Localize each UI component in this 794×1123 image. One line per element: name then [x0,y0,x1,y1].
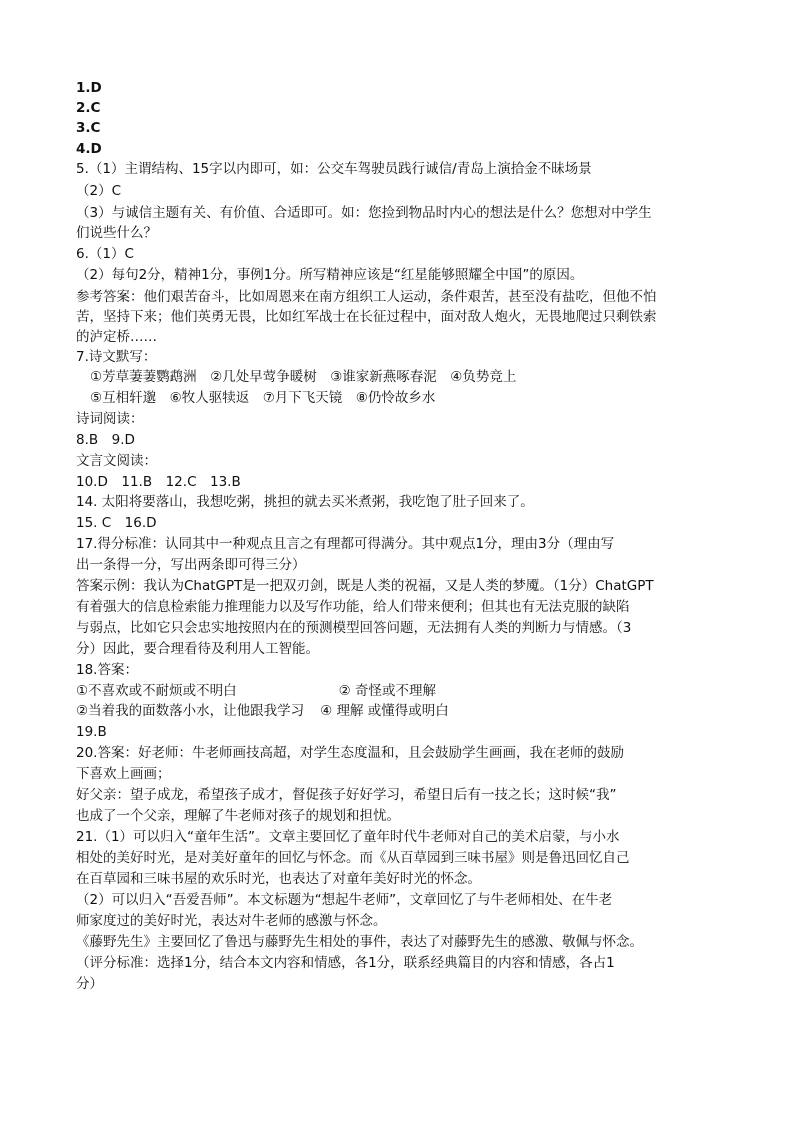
answer-line: 18.答案： [76,662,138,678]
answer-line [76,681,716,701]
answer-line: 4.D [76,141,102,157]
answer-line: 相处的美好时光，是对美好童年的回忆与怀念。而《从百草园到三味书屋》则是鲁迅回忆自己 [76,850,630,866]
answer-line: 3.C [76,120,101,136]
answer-line: 苦，坚持下来；他们英勇无畏，比如红军战士在长征过程中，面对敌人炮火，无畏地爬过只剩铁索 [76,309,657,325]
poem-line: ①芳草萋萋鹦鹉洲 ②几处早莺争暖树 ③谁家新燕啄春泥 ④负势竞上 [90,369,517,385]
answer-line: 1.D [76,80,102,96]
answer-line [76,701,716,721]
section-heading: 文言文阅读： [76,453,157,469]
answer-line: 21.（1）可以归入“童年生活”。文章主要回忆了童年时代牛老师对自己的美术启蒙，与小水 [76,829,620,845]
poem-line: ⑤互相轩邈 ⑥牧人驱犊返 ⑦月下飞天镜 ⑧仍怜故乡水 [90,390,436,406]
answer-line: （2）每句2分，精神1分，事例1分。所写精神应该是“红星能够照耀全中国”的原因。 [76,267,584,283]
answer-line: 17.得分标准：认同其中一种观点且言之有理都可得满分。其中观点1分，理由3分（理由写 [76,536,615,552]
answer-line: 10.D 11.B 12.C 13.B [76,474,241,490]
answer-line: 6.（1）C [76,246,134,262]
answer-line: 好父亲：望子成龙，希望孩子成才，督促孩子好好学习，希望日后有一技之长；这时候“我” [76,787,617,803]
answer-line: 答案示例：我认为ChatGPT是一把双刃剑，既是人类的祝福，又是人类的梦魇。（1分）ChatGPT [76,578,654,594]
answer-line: 15. C 16.D [76,515,157,531]
answer-line: 师家度过的美好时光，表达对牛老师的感激与怀念。 [76,913,387,929]
answer-line: 《藤野先生》主要回忆了鲁迅与藤野先生相处的事件，表达了对藤野先生的感激、敬佩与怀念。 [76,934,643,950]
answer-item: ② 奇怪或不理解 [338,683,437,699]
answer-line: 14. 太阳将要落山，我想吃粥，挑担的就去买米煮粥，我吃饱了肚子回来了。 [76,494,534,510]
answer-line: 2.C [76,100,101,116]
answer-line: 们说些什么？ [76,225,157,241]
answer-item: ④ 理解 或懂得或明白 [320,703,449,719]
answer-line: 也成了一个父亲，理解了牛老师对孩子的规划和担忧。 [76,808,400,824]
answer-line: 20.答案：好老师：牛老师画技高超，对学生态度温和，且会鼓励学生画画，我在老师的鼓励 [76,745,624,761]
answer-line: 5.（1）主谓结构、15字以内即可，如：公交车驾驶员践行诚信/青岛上演拾金不昧场景 [76,161,592,177]
answer-line: 分） [76,976,103,992]
answer-line: 下喜欢上画画； [76,766,171,782]
section-heading: 诗词阅读： [76,411,144,427]
answer-line: （评分标准：选择1分，结合本文内容和情感，各1分，联系经典篇目的内容和情感，各占1 [76,955,615,971]
answer-line: 分）因此，要合理看待及利用人工智能。 [76,641,319,657]
answer-line: （2）可以归入“吾爱吾师”。本文标题为“想起牛老师”，文章回忆了与牛老师相处、在牛老 [76,892,613,908]
answer-line: 8.B 9.D [76,432,135,448]
answer-line: 的泸定桥…… [76,329,157,345]
answer-line: 在百草园和三味书屋的欢乐时光，也表达了对童年美好时光的怀念。 [76,871,481,887]
answer-item: ①不喜欢或不耐烦或不明白 [76,683,237,699]
answer-line: 与弱点，比如它只会忠实地按照内在的预测模型回答问题，无法拥有人类的判断力与情感。（3 [76,620,632,636]
answer-line: 有着强大的信息检索能力推理能力以及写作功能，给人们带来便利；但其也有无法克服的缺陷 [76,599,630,615]
answer-line: （2）C [76,183,122,199]
answer-line: 参考答案：他们艰苦奋斗，比如周恩来在南方组织工人运动，条件艰苦，甚至没有盐吃，但他不怕 [76,289,657,305]
answer-line: （3）与诚信主题有关、有价值、合适即可。如：您捡到物品时内心的想法是什么？您想对中学生 [76,205,652,221]
answer-line: 出一条得一分，写出两条即可得三分） [76,557,306,573]
answer-line: 19.B [76,724,107,740]
answer-item: ②当着我的面数落小水，让他跟我学习 [76,703,305,719]
answer-line: 7.诗文默写： [76,349,157,365]
